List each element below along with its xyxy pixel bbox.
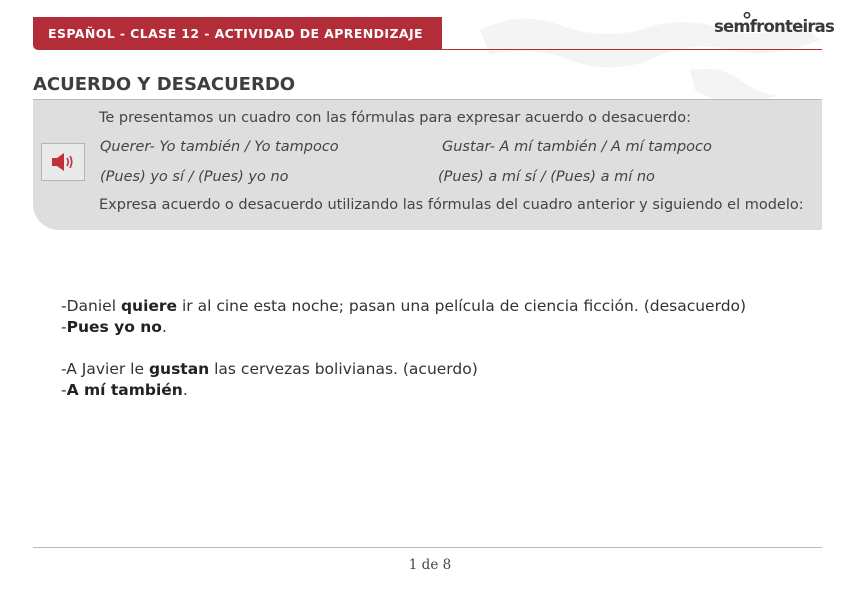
box-intro: Te presentamos un cuadro con las fórmulas para expresar acuerdo o desacuerdo: bbox=[99, 110, 691, 126]
location-pin-icon bbox=[743, 12, 751, 20]
header-rule bbox=[442, 49, 822, 50]
formula-a-mi: (Pues) a mí sí / (Pues) a mí no bbox=[438, 169, 655, 185]
example-2-response: -A mí también. bbox=[61, 381, 188, 399]
course-header-banner bbox=[33, 17, 442, 50]
formula-querer: Querer- Yo también / Yo tampoco bbox=[100, 139, 339, 155]
formula-gustar: Gustar- A mí también / A mí tampoco bbox=[442, 139, 712, 155]
page-number: 1 de 8 bbox=[408, 557, 452, 573]
logo-text: semfronteiras bbox=[714, 17, 835, 36]
audio-play-button[interactable] bbox=[41, 143, 85, 181]
example-2-statement: -A Javier le gustan las cervezas bolivianas. (acuerdo) bbox=[61, 360, 478, 378]
page-title: ACUERDO Y DESACUERDO bbox=[33, 74, 296, 95]
footer-divider bbox=[33, 547, 822, 548]
example-1-response: -Pues yo no. bbox=[61, 318, 167, 336]
formula-yo: (Pues) yo sí / (Pues) yo no bbox=[100, 169, 289, 185]
semfronteiras-logo bbox=[714, 17, 834, 36]
box-instruction: Expresa acuerdo o desacuerdo utilizando las fórmulas del cuadro anterior y siguiendo el modelo: bbox=[99, 197, 804, 213]
speaker-icon bbox=[48, 150, 78, 174]
course-header-text: ESPAÑOL - CLASE 12 - ACTIVIDAD DE APRENDIZAJE bbox=[48, 26, 423, 41]
example-1-statement: -Daniel quiere ir al cine esta noche; pasan una película de ciencia ficción. (desacuerdo) bbox=[61, 297, 747, 315]
